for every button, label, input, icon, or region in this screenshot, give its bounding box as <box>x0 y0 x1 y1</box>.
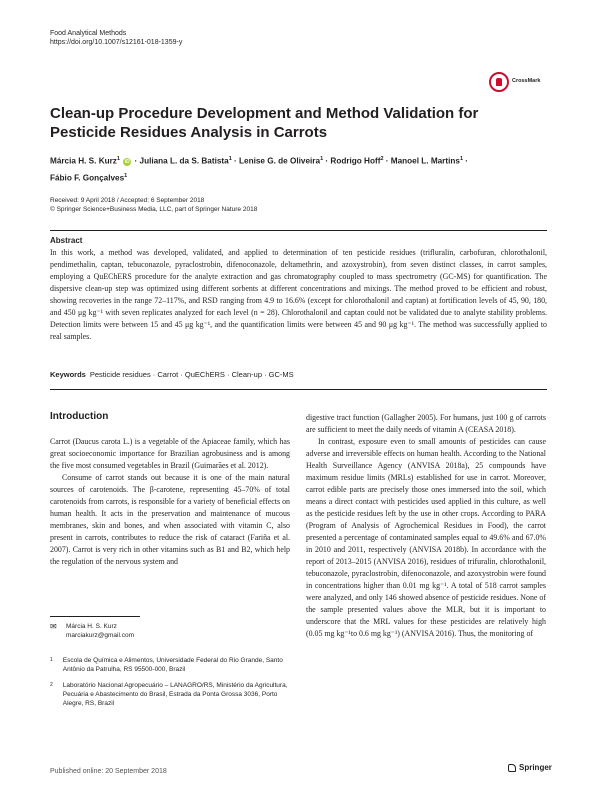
article-dates <box>50 196 257 214</box>
header-divider <box>50 230 547 231</box>
publisher-name: Springer <box>519 763 552 772</box>
intro-paragraph-3: digestive tract function (Gallagher 2005). For humans, just 100 g of carrots are sufficient to meet the daily needs of vitamin A (CEASA 2018). <box>306 413 546 434</box>
left-column <box>50 436 290 568</box>
published-online-date: Published online: 20 September 2018 <box>50 768 167 775</box>
affiliation-item <box>50 656 290 675</box>
footnote-divider <box>50 616 140 617</box>
crossmark-badge[interactable] <box>489 72 549 94</box>
affiliation-number: 2 <box>50 681 53 688</box>
copyright-notice: © Springer Science+Business Media, LLC, part of Springer Nature 2018 <box>50 206 258 213</box>
author-name[interactable]: · Rodrigo Hoff <box>325 156 381 166</box>
author-affiliation-sup: 1 <box>228 156 232 162</box>
abstract-heading: Abstract <box>50 236 83 245</box>
publisher-logo <box>508 763 552 772</box>
author-affiliation-sup: 1 <box>124 172 128 179</box>
springer-horse-icon <box>508 764 516 772</box>
journal-name: Food Analytical Methods <box>50 30 127 37</box>
author-separator: · <box>465 156 469 166</box>
orcid-icon[interactable]: iD <box>124 158 130 165</box>
author-affiliation-sup: 1 <box>459 156 463 162</box>
affiliation-item <box>50 681 290 709</box>
author-name[interactable]: · Manoel L. Martins <box>385 156 460 166</box>
correspondence-block <box>50 622 290 640</box>
author-affiliation-sup: 1 <box>116 156 120 162</box>
keywords-list: Pesticide residues · Carrot · QuEChERS · Clean-up · GC-MS <box>89 370 294 379</box>
article-title: Clean-up Procedure Development and Method Validation for Pesticide Residues Analysis in Carrots <box>50 105 479 141</box>
author-name[interactable]: · Juliana L. da S. Batista <box>134 156 229 166</box>
affiliation-text: Escola de Química e Alimentos, Universidade Federal do Rio Grande, Santo Antônio da Patrulha, RS 95500-000, Brazil <box>62 657 283 674</box>
author-name[interactable]: Márcia H. S. Kurz <box>50 156 117 166</box>
abstract-text: In this work, a method was developed, validated, and applied to determination of ten pesticide residues (trifluralin, carbofuran, chlorothalonil, pendimethalin, captan, tebuconazole, pyraclostrobin, difenoconazole, deltamethrin, and azoxystrobin), from seven distinct classes, in carrot samples, employing a QuEChERS procedure for the analyte extraction and gas chromatography coupled to mass spectrometry (GC-MS) for quantification. The dispersive clean-up step was optimized using different sorbents at different concentrations and mixings. The method proved to be efficient and robust, showing recoveries in the range 72–117%, and RSD ranging from 4.9 to 16.6% (except for chlorothalonil and captan) at fortification levels of 45, 90, 180, and 450 μg kg⁻¹ with seven replicates analyzed for each level (n = 28). Chlorothalonil and captan could not be validated due to analyte stability problems. Detection limits were between 15 and 45 μg kg⁻¹, and the quantification limits were between 45 and 90 μg kg⁻¹. The method was successfully applied to real samples. <box>50 248 547 341</box>
intro-paragraph-4: In contrast, exposure even to small amounts of pesticides can cause adverse and irreversible effects on human health. According to the National Health Surveillance Agency (ANVISA 2018a), 25 compounds have maximum residue limits (MRLs) established for use in carrot. Moreover, carrot edible parts are precisely those ones immersed into the soil, which means a direct contact with pesticides used applied in this culture, as well as the pesticide residues left by the use in other crops. According to PARA (Program of Analysis of Agrochemical Residues in Food), the carrot presented a percentage of contaminated samples equal to 49.6% and 67.0% in 2010 and 2011, respectively (ANVISA 2018b). In accordance with the report of 2013–2015 (ANVISA 2016), residues of trifuralin, chlorothalonil, tebuconazole, pyraclostrobin, difenoconazole, and azoxystrobin were found in concentrations higher than 0.01 mg kg⁻¹. A total of 518 carrot samples were analyzed, and only 146 showed absence of pesticide residues. None of the sample presented values above the MLR, but it is important to underscore that the MRL values for these pesticides are relatively high (0.05 mg kg⁻¹to 0.6 mg kg⁻¹) (ANVISA 2016). Thus, the monitoring of <box>306 437 546 638</box>
author-list <box>50 152 520 185</box>
abstract-divider <box>50 389 547 390</box>
right-column <box>306 412 546 640</box>
affiliation-number: 1 <box>50 657 53 663</box>
received-accepted-dates: Received: 9 April 2018 / Accepted: 6 September 2018 <box>50 197 205 204</box>
journal-doi-link[interactable]: https://doi.org/10.1007/s12161-018-1359-y <box>50 39 183 46</box>
corresponding-email[interactable]: marciakurz@gmail.com <box>66 632 134 639</box>
author-affiliation-sup: 2 <box>380 156 384 162</box>
journal-header <box>50 29 182 47</box>
crossmark-icon <box>489 72 509 92</box>
author-name[interactable]: Fábio F. Gonçalves <box>50 173 125 183</box>
intro-paragraph-1: Carrot (Daucus carota L.) is a vegetable of the Apiaceae family, which has great socioeconomic importance for Brazilian agrobusiness and is among the five most consumed vegetables in Brazil (Guimarães et al. 2012). <box>50 437 290 470</box>
affiliation-text: Laboratório Nacional Agropecuário – LANAGRO/RS, Ministério da Agricultura, Pecuária e Abastecimento do Brasil, Estrada da Ponta Grossa 3036, Porto Alegre, RS, Brazil <box>62 681 288 708</box>
section-heading-introduction: Introduction <box>50 411 109 422</box>
author-affiliation-sup: 1 <box>320 156 324 162</box>
crossmark-label: CrossMark <box>512 78 541 84</box>
keywords-label: Keywords <box>50 370 86 379</box>
corresponding-author: Márcia H. S. Kurz <box>66 623 117 630</box>
affiliations <box>50 656 290 714</box>
envelope-icon: ✉ <box>50 622 57 631</box>
author-name[interactable]: · Lenise G. de Oliveira <box>234 156 321 166</box>
keywords <box>50 370 294 379</box>
intro-paragraph-2: Consume of carrot stands out because it is one of the main natural sources of carotenoids. The β-carotene, representing 45–70% of total carotenoids from carrots, is responsible for a variety of beneficial effects on human health. It acts in the preservation and maintenance of mucous membranes, skin and bones, and when associated with vitamin C, also present in carrots, contributes to reduce the risk of cataract (Fariña et al. 2007). Carrot is very rich in other vitamins such as B1 and B2, which help the regulation of the nervous system and <box>50 473 290 566</box>
